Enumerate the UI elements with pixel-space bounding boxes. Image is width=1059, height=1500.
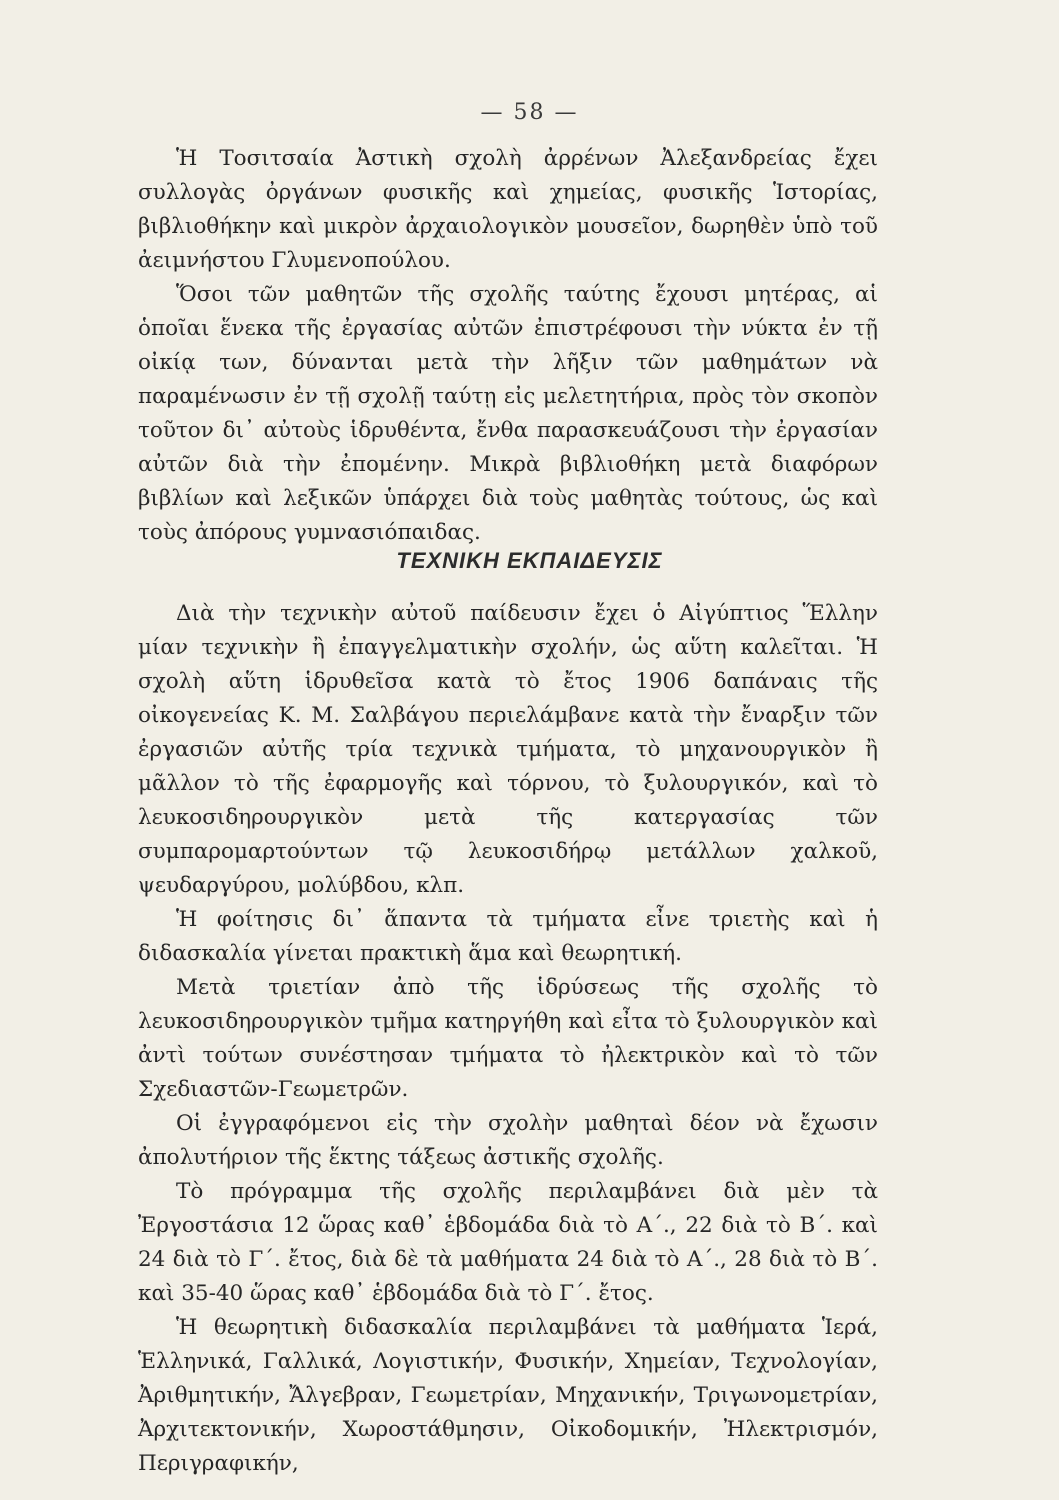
section-technical-education <box>138 597 878 1481</box>
paragraph: Οἱ ἐγγραφόμενοι εἰς τὴν σχολὴν μαθηταὶ δέον νὰ ἔχωσιν ἀπολυτήριον τῆς ἕκτης τάξεως ἀστικῆς σχολῆς. <box>138 1111 878 1170</box>
paragraph: Διὰ τὴν τεχνικὴν αὐτοῦ παίδευσιν ἔχει ὁ Αἰγύπτιος Ἕλλην μίαν τεχνικὴν ἢ ἐπαγγελματικὴν σχολήν, ὡς αὕτη καλεῖται. Ἡ σχολὴ αὕτη ἱδρυθεῖσα κατὰ τὸ ἔτος 1906 δαπάναις τῆς οἰκογενείας Κ. Μ. Σαλβάγου περιελάμβανε κατὰ τὴν ἔναρξιν τῶν ἐργασιῶν αὐτῆς τρία τεχνικὰ τμήματα, τὸ μηχανουργικὸν ἢ μᾶλλον τὸ τῆς ἐφαρμογῆς καὶ τόρνου, τὸ ξυλουργικόν, καὶ τὸ λευκοσιδηρουργικὸν μετὰ τῆς κατεργασίας τῶν συμπαρομαρτούντων τῷ λευκοσιδήρῳ μετάλλων χαλκοῦ, ψευδαργύρου, μολύβδου, κλπ. <box>138 601 878 898</box>
section-school-collections <box>138 142 878 550</box>
page-number: — 58 — <box>480 100 579 125</box>
section-heading: ΤΕΧΝΙΚΗ ΕΚΠΑΙΔΕΥΣΙΣ <box>396 548 663 573</box>
paragraph: Μετὰ τριετίαν ἀπὸ τῆς ἱδρύσεως τῆς σχολῆς τὸ λευκοσιδηρουργικὸν τμῆμα κατηργήθη καὶ εἶτα τὸ ξυλουργικὸν καὶ ἀντὶ τούτων συνέστησαν τμήματα τὸ ἠλεκτρικὸν καὶ τὸ τῶν Σχεδιαστῶν-Γεωμετρῶν. <box>138 975 878 1102</box>
paragraph: Ἡ φοίτησις δι᾽ ἅπαντα τὰ τμήματα εἶνε τριετὴς καὶ ἡ διδασκαλία γίνεται πρακτικὴ ἅμα καὶ θεωρητική. <box>138 907 878 966</box>
paragraph: Ἡ θεωρητικὴ διδασκαλία περιλαμβάνει τὰ μαθήματα Ἱερά, Ἑλληνικά, Γαλλικά, Λογιστικήν, Φυσικήν, Χημείαν, Τεχνολογίαν, Ἀριθμητικήν, Ἄλγεβραν, Γεωμετρίαν, Μηχανικήν, Τριγωνομετρίαν, Ἀρχιτεκτονικήν, Χωροστάθμησιν, Οἰκοδομικήν, Ἠλεκτρισμόν, Περιγραφικήν, <box>138 1315 878 1476</box>
paragraph: Τὸ πρόγραμμα τῆς σχολῆς περιλαμβάνει διὰ μὲν τὰ Ἐργοστάσια 12 ὥρας καθ᾽ ἑβδομάδα διὰ τὸ Α΄., 22 διὰ τὸ Β΄. καὶ 24 διὰ τὸ Γ΄. ἔτος, διὰ δὲ τὰ μαθήματα 24 διὰ τὸ Α΄., 28 διὰ τὸ Β΄. καὶ 35-40 ὥρας καθ᾽ ἑβδομάδα διὰ τὸ Γ΄. ἔτος. <box>138 1179 878 1306</box>
paragraph: Ὅσοι τῶν μαθητῶν τῆς σχολῆς ταύτης ἔχουσι μητέρας, αἱ ὁποῖαι ἕνεκα τῆς ἐργασίας αὐτῶν ἐπιστρέφουσι τὴν νύκτα ἐν τῇ οἰκίᾳ των, δύνανται μετὰ τὴν λῆξιν τῶν μαθημάτων νὰ παραμένωσιν ἐν τῇ σχολῇ ταύτῃ εἰς μελετητήρια, πρὸς τὸν σκοπὸν τοῦτον δι᾽ αὐτοὺς ἱδρυθέντα, ἔνθα παρασκευάζουσι τὴν ἐργασίαν αὐτῶν διὰ τὴν ἐπομένην. Μικρὰ βιβλιοθήκη μετὰ διαφόρων βιβλίων καὶ λεξικῶν ὑπάρχει διὰ τοὺς μαθητὰς τούτους, ὡς καὶ τοὺς ἀπόρους γυμνασιόπαιδας. <box>138 282 878 545</box>
paragraph: Ἡ Τοσιτσαία Ἀστικὴ σχολὴ ἀρρένων Ἀλεξανδρείας ἔχει συλλογὰς ὀργάνων φυσικῆς καὶ χημείας, φυσικῆς Ἱστορίας, βιβλιοθήκην καὶ μικρὸν ἀρχαιολογικὸν μουσεῖον, δωρηθὲν ὑπὸ τοῦ ἀειμνήστου Γλυμενοπούλου. <box>138 146 878 273</box>
